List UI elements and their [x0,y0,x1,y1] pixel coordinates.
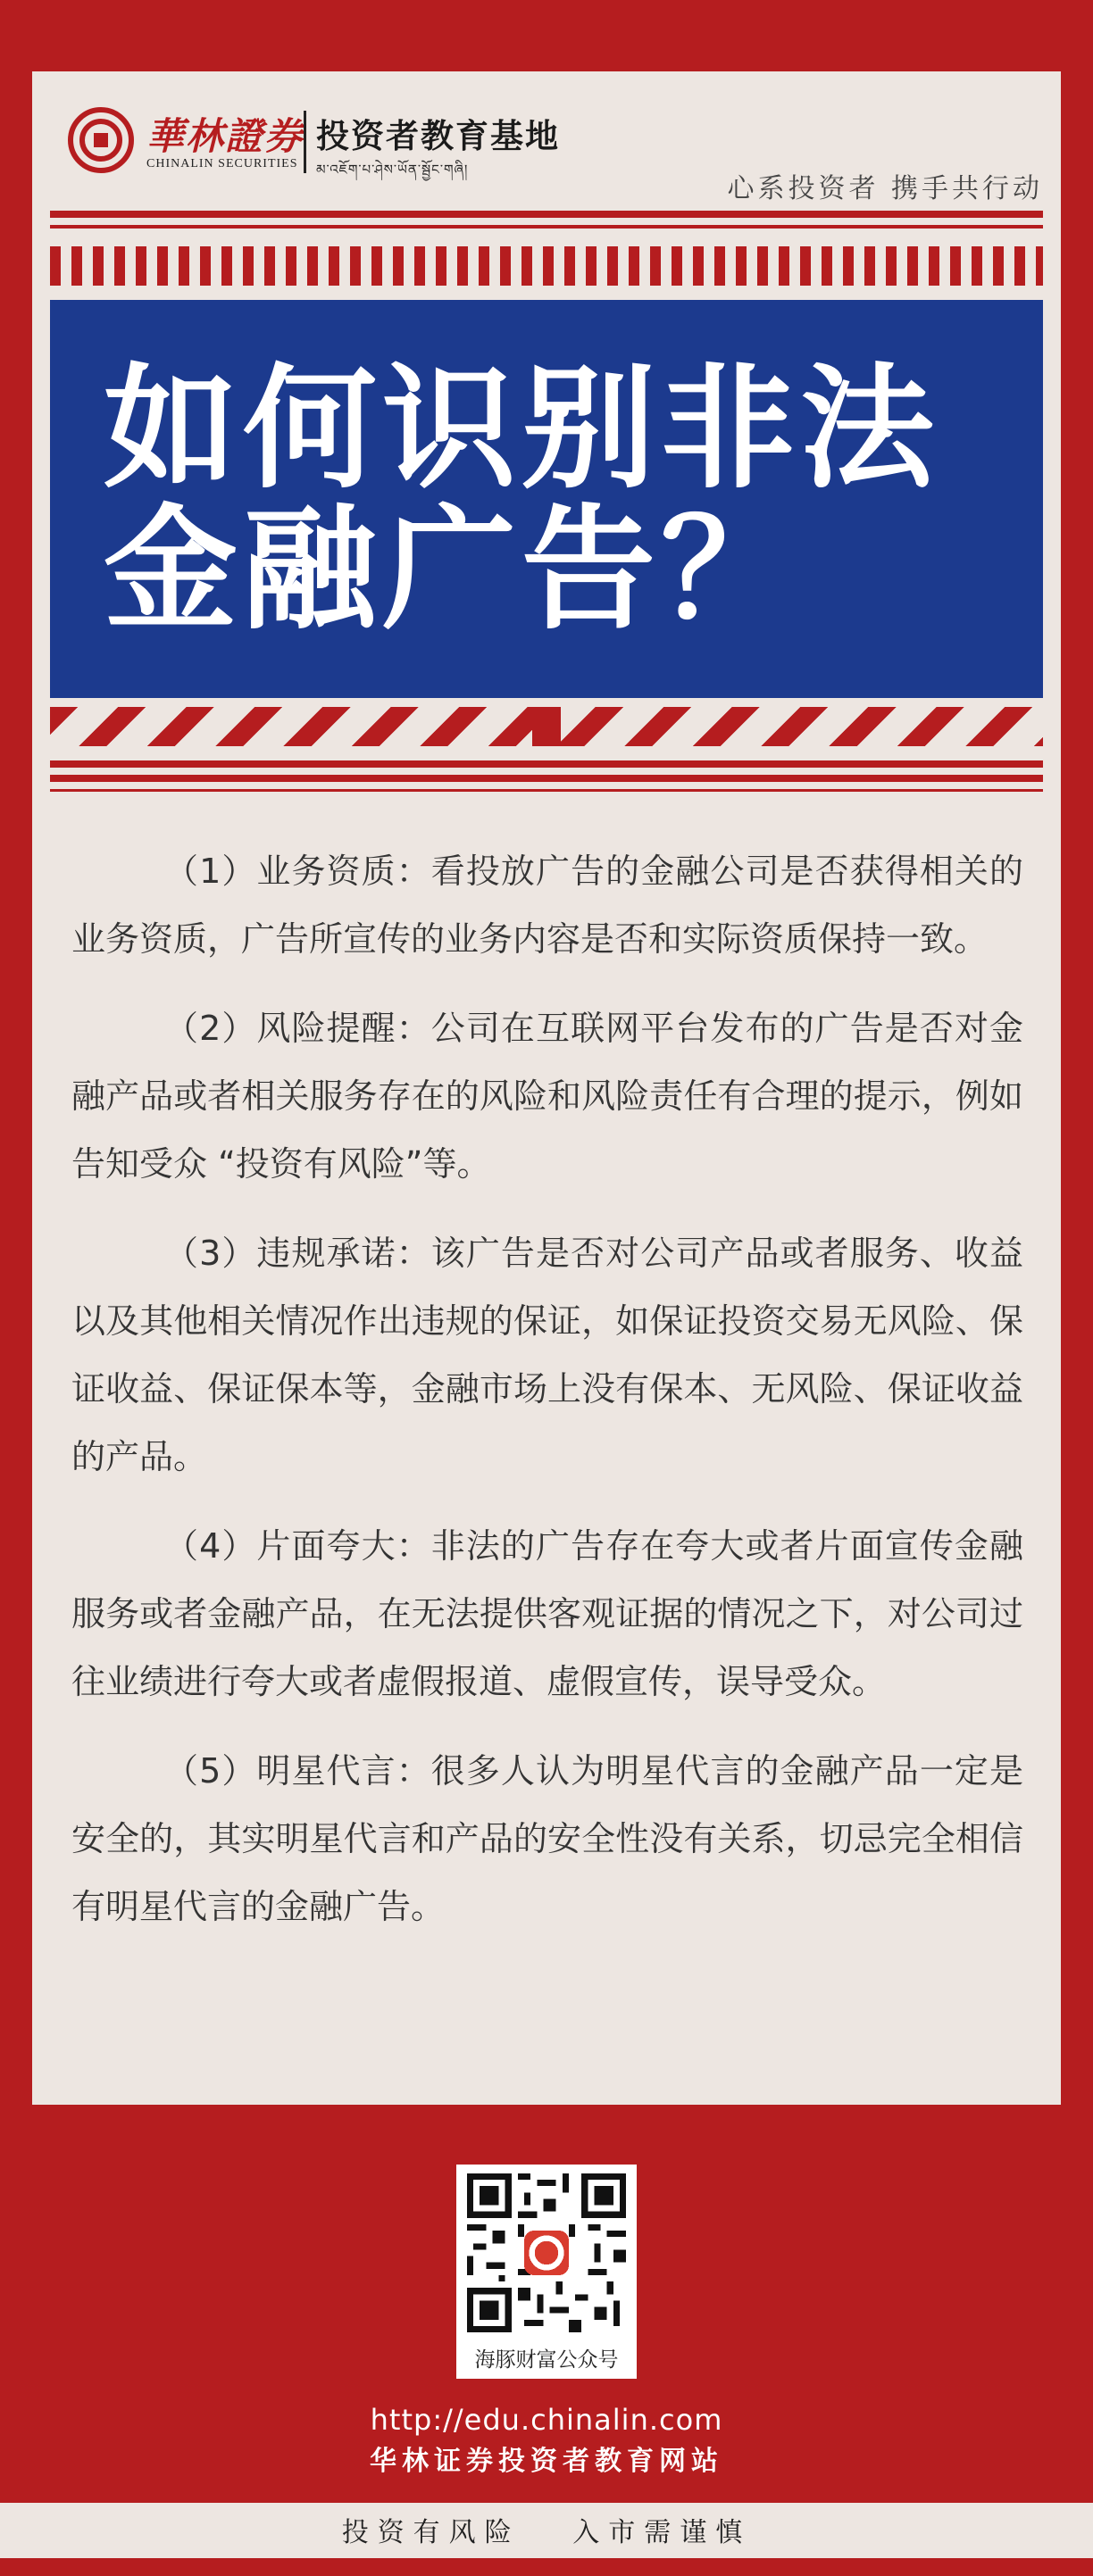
lower-stripe-2 [50,775,1043,782]
chevron-center [532,707,561,746]
title-line-2: 金融广告？ [104,493,801,648]
top-stripe [50,211,1043,218]
qr-caption: 海豚财富公众号 [474,2348,619,2372]
risk-warning: 投资有风险 入市需谨慎 [341,2517,752,2548]
website-name: 华林证券投资者教育网站 [370,2446,723,2477]
content-panel [32,71,1061,2105]
chinalin-logo-icon [68,107,134,173]
paragraph-exaggeration: （4）片面夸大：非法的广告存在夸大或者片面宣传金融服务或者金融产品，在无法提供客观证据的情况之下，对公司过往业绩进行夸大或者虚假报道、虚假宣传，误导受众。 [71,1526,1023,1701]
top-stripe-thin [50,225,1043,229]
brand-name-en: CHINALIN SECURITIES [146,157,298,170]
website-url[interactable]: http://edu.chinalin.com [370,2403,723,2437]
lower-stripe [50,760,1043,768]
qr-code-icon[interactable] [467,2173,626,2332]
paragraph-illegal-promise: （3）违规承诺：该广告是否对公司产品或者服务、收益以及其他相关情况作出违规的保证，如保证投资交易无风险、保证收益、保证保本等，金融市场上没有保本、无风险、保证收益的产品。 [71,1234,1023,1476]
paragraph-celebrity-endorsement: （5）明星代言：很多人认为明星代言的金融产品一定是安全的，其实明星代言和产品的安全性没有关系，切忌完全相信有明星代言的金融广告。 [71,1751,1023,1926]
investor-education-base-title: 投资者教育基地 [316,117,560,155]
qr-code-card[interactable] [456,2165,637,2379]
brand-name-cn: 華林證券 [146,114,305,158]
brand-divider [304,111,306,173]
paragraph-risk-warning: （2）风险提醒：公司在互联网平台发布的广告是否对金融产品或者相关服务存在的风险和风险责任有合理的提示，例如告知受众 “投资有风险”等。 [71,1009,1023,1184]
title-line-1: 如何识别非法 [104,352,940,507]
top-tick-band [50,246,1043,286]
investor-education-base-tibetan: མ་འཇོག་པ་ཤེས་ཡོན་སྦྱོང་གཞི། [316,162,469,178]
lower-stripe-thin [50,789,1043,792]
body-text [71,837,1023,1962]
paragraph-qualification: （1）业务资质：看投放广告的金融公司是否获得相关的业务资质，广告所宣传的业务内容是否和实际资质保持一致。 [71,852,1023,959]
title-banner [50,300,1043,698]
slogan: 心系投资者 携手共行动 [727,173,1043,204]
